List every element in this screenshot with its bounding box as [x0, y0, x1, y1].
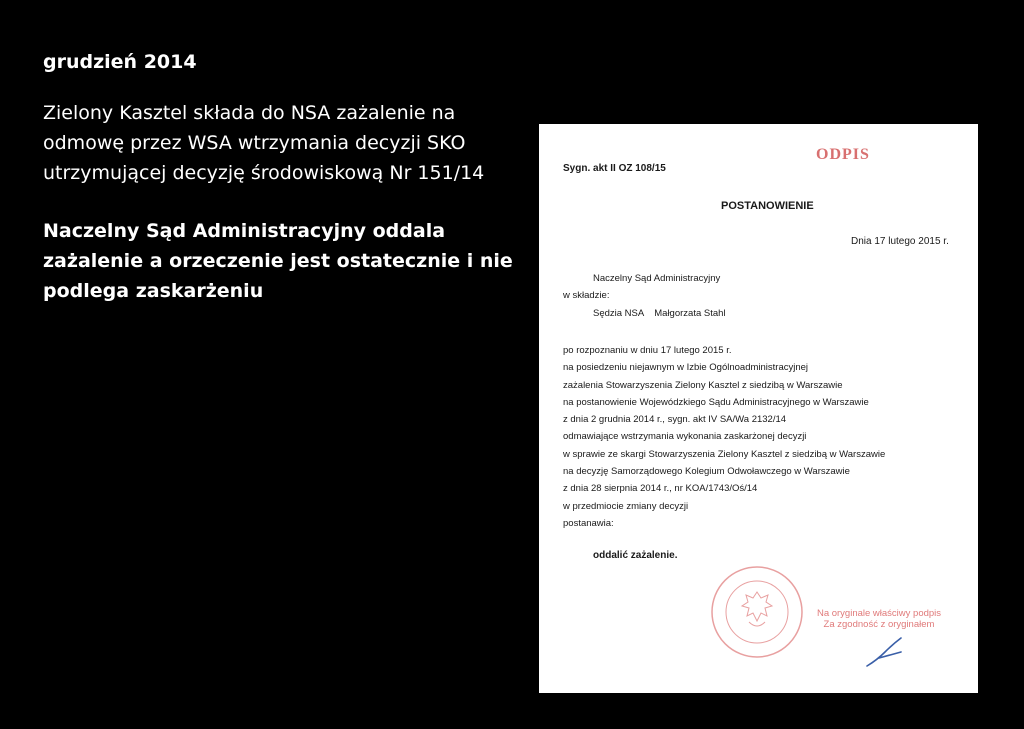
judge-name: Sędzia NSA Małgorzata Stahl	[593, 308, 726, 319]
body-line: postanawia:	[563, 517, 614, 529]
body-line: odmawiające wstrzymania wykonania zaskarżonej decyzji	[563, 431, 807, 443]
stamp-line: Za zgodność z oryginałem	[823, 619, 935, 630]
body-line: w sprawie ze skargi Stowarzyszenia Zielony Kasztel z siedzibą w Warszawie	[563, 448, 886, 460]
case-number: Sygn. akt II OZ 108/15	[563, 163, 666, 174]
document-date: Dnia 17 lutego 2015 r.	[851, 236, 949, 247]
body-line: na postanowienie Wojewódzkiego Sądu Administracyjnego w Warszawie	[563, 396, 869, 408]
body-line: w przedmiocie zmiany decyzji	[563, 500, 689, 512]
paragraph-appeal: Zielony Kasztel składa do NSA zażalenie na odmowę przez WSA wtrzymania decyzji SKO utrzymującej decyzję środowiskową Nr 151/14	[43, 102, 485, 184]
court-name: Naczelny Sąd Administracyjny	[593, 273, 721, 284]
body-line: na decyzję Samorządowego Kolegium Odwoławczego w Warszawie	[563, 466, 850, 478]
body-line: zażalenia Stowarzyszenia Zielony Kasztel z siedzibą w Warszawie	[563, 379, 843, 391]
stamp-line: Na oryginale właściwy podpis	[816, 608, 942, 619]
odpis-stamp: ODPIS	[816, 146, 870, 163]
body-line: z dnia 2 grudnia 2014 r., sygn. akt IV SA/Wa 2132/14	[563, 414, 787, 426]
decision-text: oddalić zażalenie.	[593, 550, 678, 561]
document-title: POSTANOWIENIE	[721, 200, 814, 212]
composition-label: w składzie:	[563, 290, 610, 301]
body-line: z dnia 28 sierpnia 2014 r., nr KOA/1743/Oś/14	[563, 483, 758, 495]
left-panel	[43, 48, 513, 334]
body-line: na posiedzeniu niejawnym w Izbie Ogólnoadministracyjnej	[563, 362, 809, 374]
document-body	[563, 342, 885, 532]
body-line: po rozpoznaniu w dniu 17 lutego 2015 r.	[563, 345, 732, 356]
paragraph-ruling: Naczelny Sąd Administracyjny oddala zażalenie a orzeczenie jest ostatecznie i nie podlega zaskarżeniu	[43, 220, 513, 302]
certification-stamp	[809, 608, 949, 630]
court-document	[539, 124, 978, 693]
court-seal-icon	[709, 564, 805, 660]
heading-date: grudzień 2014	[43, 51, 197, 73]
signature-icon	[859, 632, 919, 672]
